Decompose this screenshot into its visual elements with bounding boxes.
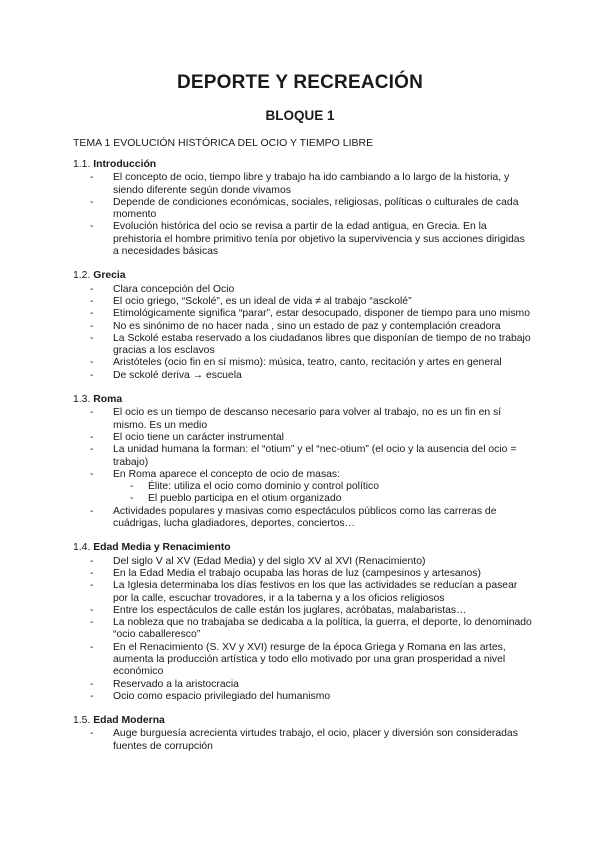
list-item: - El ocio tiene un carácter instrumental [73, 432, 533, 444]
section-heading [73, 159, 533, 171]
section-heading [73, 270, 533, 282]
list-item: - La nobleza que no trabajaba se dedicaba a la política, la guerra, el deporte, lo denominado “ocio caballeresco” [73, 617, 533, 642]
list-item: - La Sckolé estaba reservado a los ciudadanos libres que disponían de tiempo de no trabajo gracias a los esclavos [73, 333, 533, 358]
sub-list-item: - Élite: utiliza el ocio como dominio y control político [113, 481, 533, 493]
list-item: - Ocio como espacio privilegiado del humanismo [73, 691, 533, 703]
bullet-list [73, 284, 533, 382]
sub-bullet-list [113, 481, 533, 506]
list-item: - El concepto de ocio, tiempo libre y trabajo ha ido cambiando a lo largo de la historia, y siendo diferente según donde vivamos [73, 172, 533, 197]
section-name: Roma [93, 394, 123, 406]
section-number: 1.3. [73, 394, 91, 406]
list-item: - Entre los espectáculos de calle están los juglares, acróbatas, malabaristas… [73, 605, 533, 617]
document-content [73, 159, 533, 765]
list-item: - Depende de condiciones económicas, sociales, religiosas, políticas o culturales de cada momento [73, 197, 533, 222]
list-item: - Etimológicamente significa “parar”, estar desocupado, disponer de tiempo para uno mismo [73, 308, 533, 320]
tema-heading: TEMA 1 EVOLUCIÓN HISTÓRICA DEL OCIO Y TIEMPO LIBRE [73, 137, 374, 149]
list-item: - Actividades populares y masivas como espectáculos públicos como las carreras de cuádrigas, lucha gladiadores, deportes, conciertos… [73, 506, 533, 531]
document-title: DEPORTE Y RECREACIÓN [176, 72, 424, 93]
section-edad-moderna [73, 715, 533, 753]
section-number: 1.4. [73, 542, 91, 554]
list-item: - Del siglo V al XV (Edad Media) y del siglo XV al XVI (Renacimiento) [73, 556, 533, 568]
bullet-list [73, 407, 533, 530]
section-heading [73, 715, 533, 727]
list-item: - El ocio es un tiempo de descanso necesario para volver al trabajo, no es un fin en sí mismo. Es un medio [73, 407, 533, 432]
list-item: - No es sinónimo de no hacer nada , sino un estado de paz y contemplación creadora [73, 321, 533, 333]
section-heading [73, 394, 533, 406]
section-name: Edad Media y Renacimiento [93, 542, 231, 554]
list-item: - Auge burguesía acrecienta virtudes trabajo, el ocio, placer y diversión son consideradas fuentes de corrupción [73, 728, 533, 753]
section-number: 1.2. [73, 270, 91, 282]
list-item: - En la Edad Media el trabajo ocupaba las horas de luz (campesinos y artesanos) [73, 568, 533, 580]
bullet-list [73, 172, 533, 258]
section-name: Grecia [93, 270, 126, 282]
section-name: Edad Moderna [93, 715, 165, 727]
sub-list-item: - El pueblo participa en el otium organizado [113, 493, 533, 505]
list-item: - Aristóteles (ocio fin en sí mismo): música, teatro, canto, recitación y artes en general [73, 357, 533, 369]
section-name: Introducción [93, 159, 157, 170]
section-number: 1.5. [73, 715, 91, 727]
list-item: - Clara concepción del Ocio [73, 284, 533, 296]
section-heading [73, 542, 533, 554]
bullet-list [73, 556, 533, 704]
section-roma [73, 394, 533, 530]
list-item: - De sckolé deriva → escuela [73, 370, 533, 382]
list-item: - La unidad humana la forman: el “otium” y el “nec-otium” (el ocio y la ausencia del ocio = trabajo) [73, 444, 533, 469]
list-item: - Reservado a la aristocracia [73, 679, 533, 691]
list-item: - El ocio griego, “Sckolé”, es un ideal de vida ≠ al trabajo “asckolé” [73, 296, 533, 308]
document-subtitle: BLOQUE 1 [265, 108, 335, 123]
list-item: - La Iglesia determinaba los días festivos en los que las actividades se reducían a pasear por la calle, escuchar trovadores, ir a la taberna y a los oficios religiosos [73, 580, 533, 605]
list-item: - En el Renacimiento (S. XV y XVI) resurge de la época Griega y Romana en las artes, aumenta la producción artística y todo ello motivado por una gran prosperidad a nivel económico [73, 642, 533, 679]
list-item: - Evolución histórica del ocio se revisa a partir de la edad antigua, en Grecia. En la prehistoria el hombre primitivo tenía por objetivo la supervivencia y sus acciones dirigidas a necesidades básicas [73, 221, 533, 258]
bullet-list [73, 728, 533, 753]
section-number: 1.1. [73, 159, 91, 170]
list-item [73, 469, 533, 506]
section-grecia [73, 270, 533, 382]
section-introduccion [73, 159, 533, 258]
list-item-text: En Roma aparece el concepto de ocio de masas: [113, 468, 340, 480]
section-edad-media-renacimiento [73, 542, 533, 703]
